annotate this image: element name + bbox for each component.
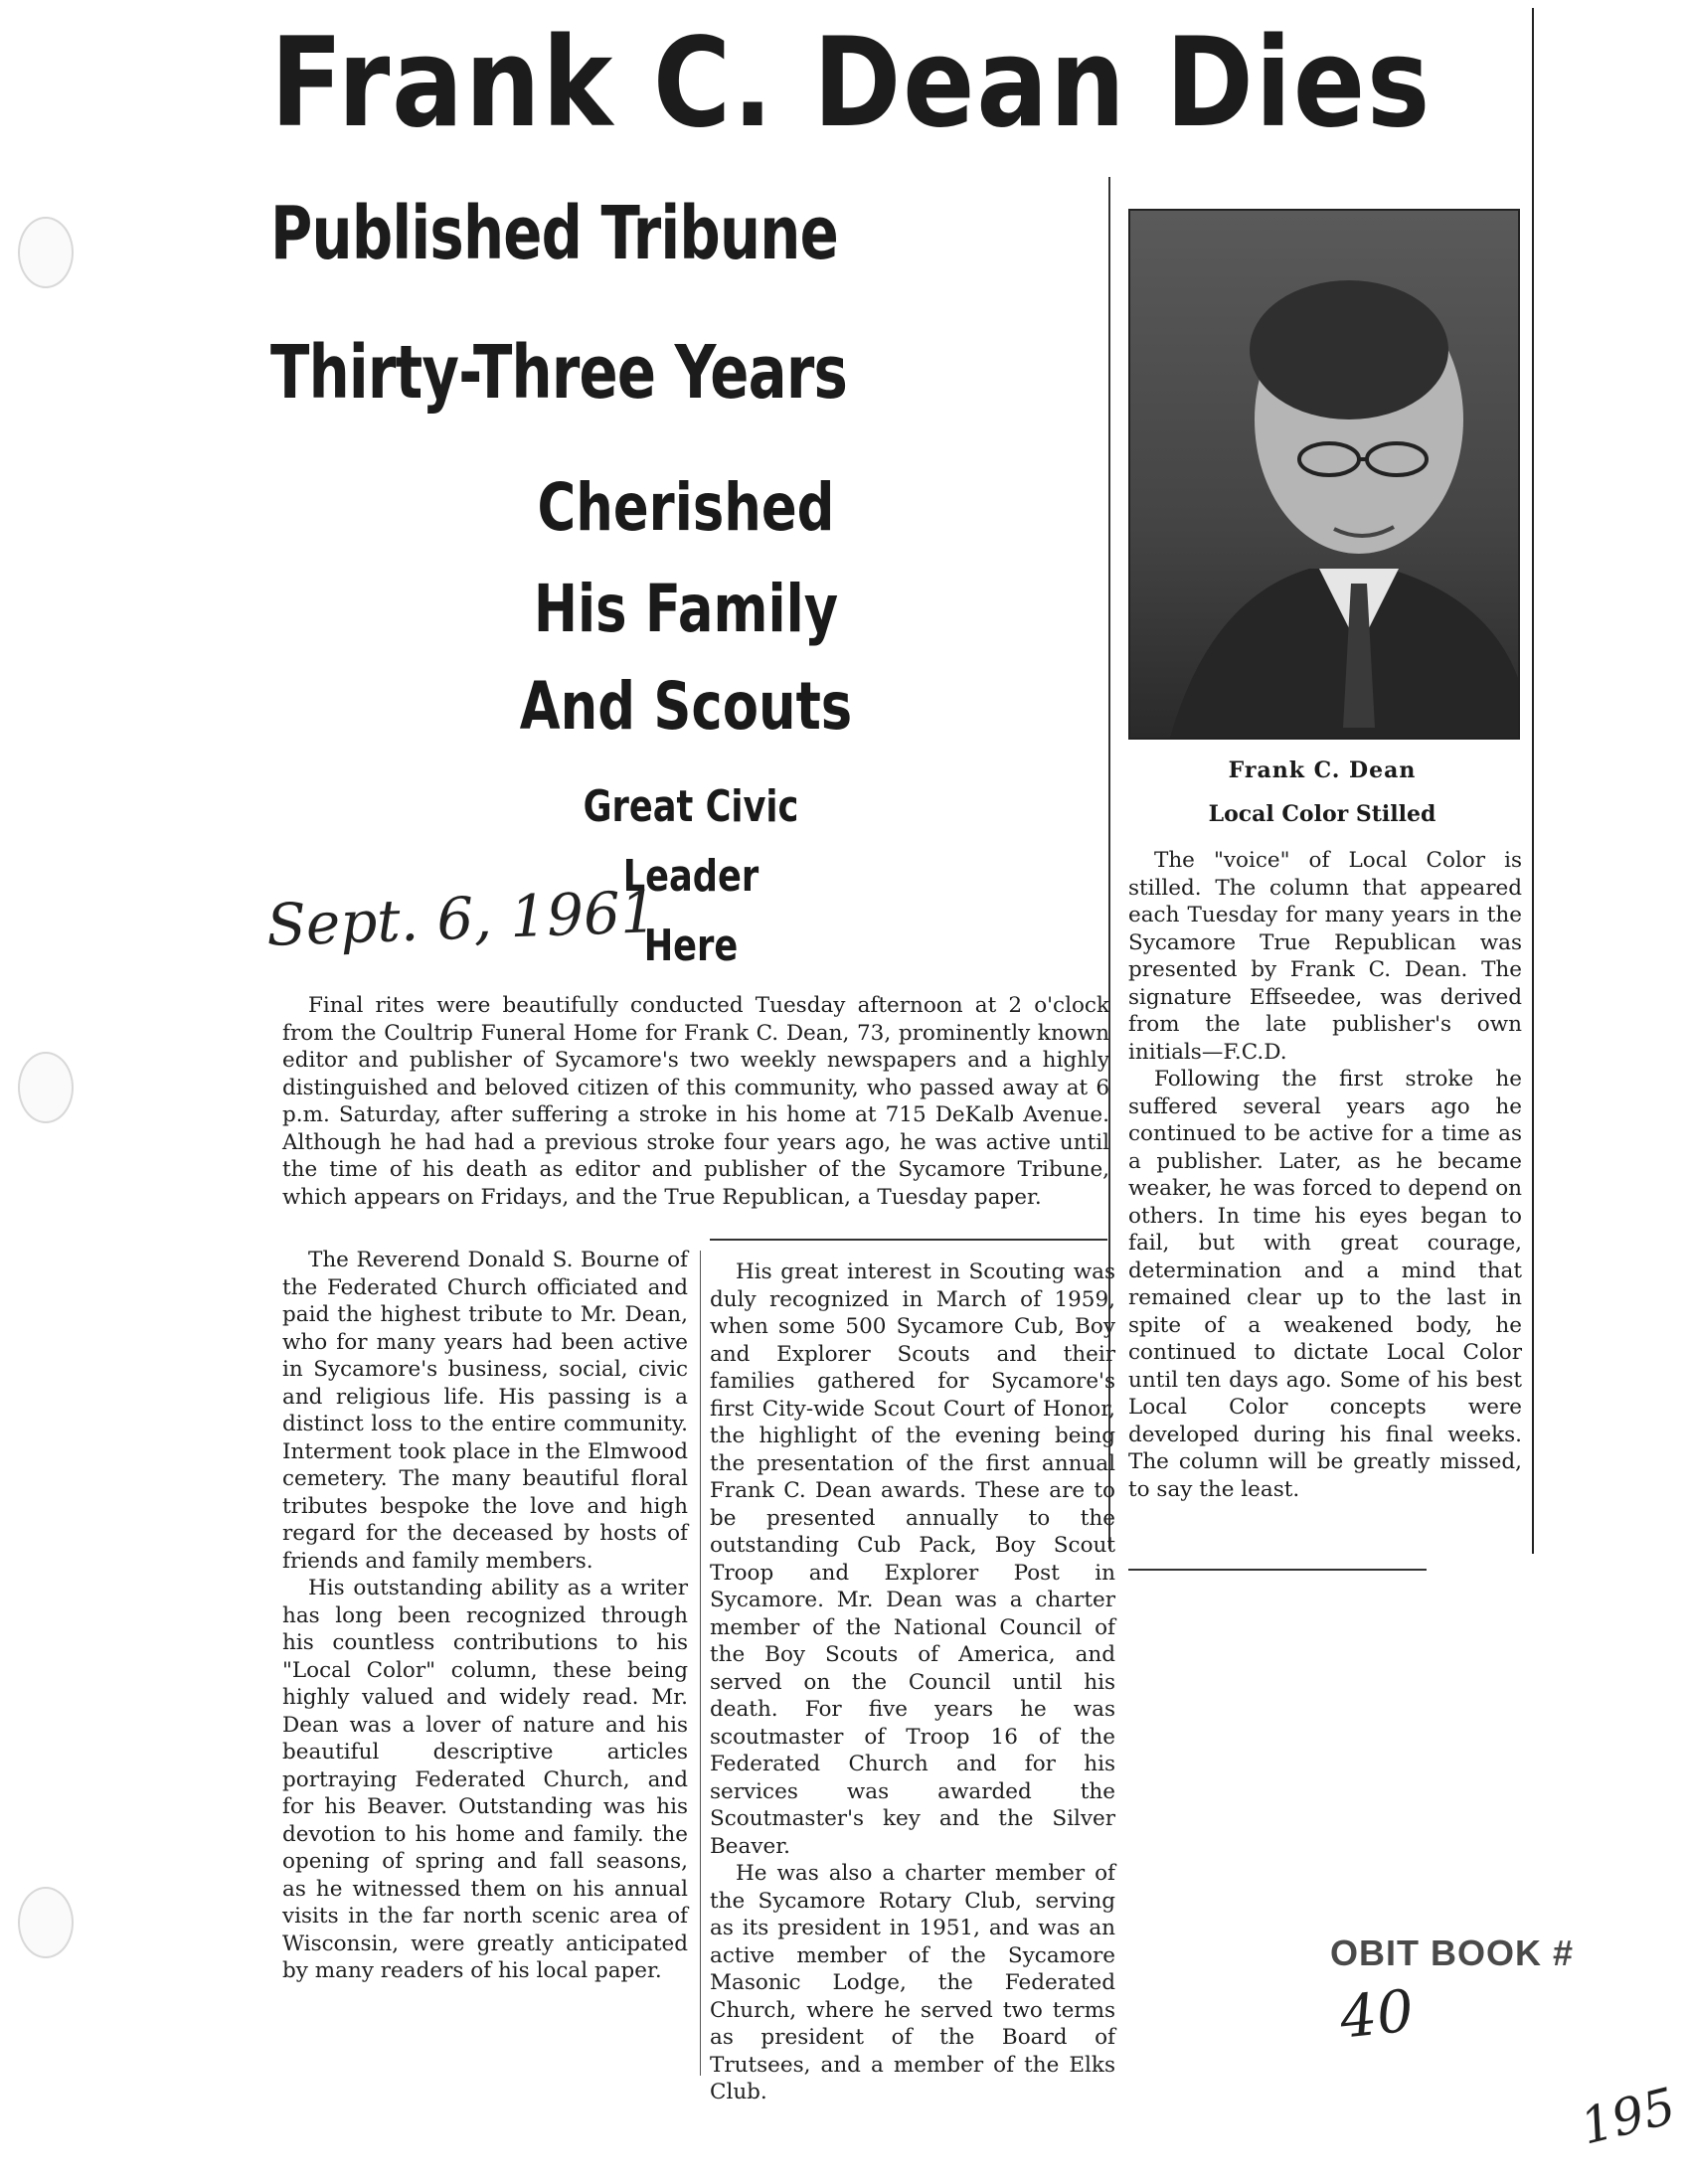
subdeck-line-3: Here — [643, 921, 739, 971]
headline-line-2: Published Tribune — [270, 191, 838, 276]
article-paragraph: His great interest in Scouting was duly recognized in March of 1959, when some 500 Sycamore Cub, Boy and Explorer Scouts and their families gathered for Sycamore's first City-wide Scout Court of Honor, the highlight of the evening being the presentation of the first annual Frank C. Dean awards. These are to be presented annually to the outstanding Cub Pack, Boy Scout Troop and Explorer Post in Sycamore. Mr. Dean was a charter member of the National Council of the Boy Scouts of America, and served on the Council until his death. For five years he was scoutmaster of Troop 16 of the Federated Church and for his services was awarded the Scoutmaster's key and the Silver Beaver. — [710, 1260, 1115, 1859]
article-lead — [282, 992, 1109, 1211]
article-column-2 — [710, 1259, 1115, 2106]
headline-main: Frank C. Dean Dies — [270, 12, 1433, 155]
lead-paragraph: Final rites were beautifully conducted Tuesday afternoon at 2 o'clock from the Coultrip Funeral Home for Frank C. Dean, 73, prominently known editor and publisher of Sycamore's two weekly newspapers and a highly distinguished and beloved citizen of this community, who passed away at 6 p.m. Saturday, after suffering a stroke in his home at 715 DeKalb Avenue. Although he had had a previous stroke four years ago, he was active until the time of his death as editor and publisher of the Sycamore Tribune, which appears on Fridays, and the True Republican, a Tuesday paper. — [282, 993, 1109, 1210]
deck-line-2: His Family — [533, 571, 839, 647]
article-paragraph: He was also a charter member of the Sycamore Rotary Club, serving as its president in 1951, and was an active member of the Sycamore Masonic Lodge, the Federated Church, where he served two terms as president of the Board of Trutsees, and a member of the Elks Club. — [710, 1861, 1115, 2104]
binder-hole — [18, 1052, 74, 1123]
end-rule — [1128, 1569, 1427, 1571]
subdeck-line-2: Leader — [622, 851, 760, 902]
handwritten-book-number: 40 — [1336, 1976, 1418, 2052]
article-column-1 — [282, 1247, 688, 1985]
article-paragraph: The Reverend Donald S. Bourne of the Federated Church officiated and paid the highest tribute to Mr. Dean, who for many years had been active in Sycamore's business, social, civic and religious life. His passing is a distinct loss to the entire community. Interment took place in the Elmwood cemetery. The many beautiful floral tributes bespoke the love and high regard for the deceased by hosts of friends and family members. — [282, 1248, 688, 1574]
article-paragraph: The "voice" of Local Color is stilled. The column that appeared each Tuesday for many years in the Sycamore True Republican was presented by Frank C. Dean. The signature Effseedee, was derived from the late publisher's own initials—F.C.D. — [1128, 848, 1522, 1065]
binder-hole — [18, 217, 74, 288]
photo-caption-subhead: Local Color Stilled — [1208, 801, 1436, 827]
clipping-edge — [1532, 8, 1534, 1554]
deck-line-1: Cherished — [537, 469, 835, 546]
photo-caption-name: Frank C. Dean — [1228, 757, 1417, 783]
portrait-illustration — [1130, 211, 1518, 738]
handwritten-date: Sept. 6, 1961 — [264, 878, 658, 959]
deck-line-3: And Scouts — [519, 668, 853, 745]
subdeck-line-1: Great Civic — [583, 781, 799, 832]
column-rule — [700, 1251, 701, 2076]
local-color-column — [1128, 847, 1522, 1503]
obit-book-label: OBIT BOOK # — [1330, 1932, 1575, 1973]
handwritten-page-number: 195 — [1575, 2077, 1682, 2156]
article-paragraph: His outstanding ability as a writer has long been recognized through his countless contributions to his "Local Color" column, these being highly valued and widely read. Mr. Dean was a lover of nature and his beautiful descriptive articles portraying Federated Church, and for his Beaver. Outstanding was his devotion to his home and family. the opening of spring and fall seasons, as he witnessed them on his annual visits in the far north scenic area of Wisconsin, were greatly anticipated by many readers of his local paper. — [282, 1576, 688, 1983]
article-paragraph: Following the first stroke he suffered several years ago he continued to be active for a time as a publisher. Later, as he became weaker, he was forced to depend on others. In time his eyes began to fail, but with great courage, determination and a mind that remained clear up to the last in spite of a weakened body, he continued to dictate Local Color until ten days ago. Some of his best Local Color concepts were developed during his final weeks. The column will be greatly missed, to say the least. — [1128, 1067, 1522, 1502]
binder-hole — [18, 1887, 74, 1958]
column-rule-horizontal — [710, 1239, 1107, 1241]
portrait-photo — [1128, 209, 1520, 740]
headline-line-3: Thirty-Three Years — [270, 330, 848, 416]
